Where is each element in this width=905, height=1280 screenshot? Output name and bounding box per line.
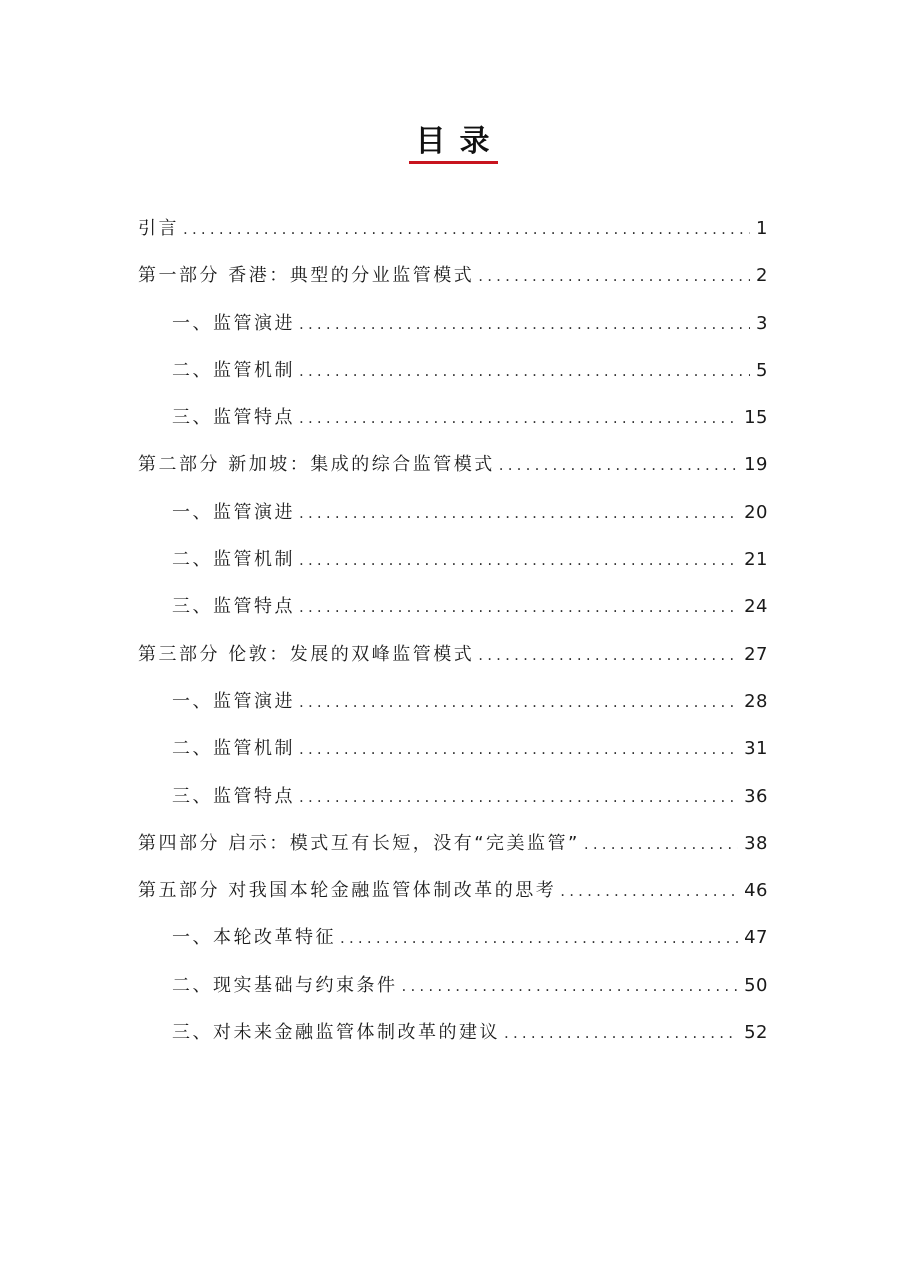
toc-subentry[interactable] (138, 968, 768, 1015)
toc-dot-leader (183, 211, 750, 247)
table-of-contents (138, 211, 768, 1062)
title-underline (409, 161, 498, 164)
toc-dot-leader (402, 968, 739, 1004)
toc-subentry[interactable] (138, 920, 768, 967)
page-title: 目录 (415, 124, 504, 159)
toc-subentry[interactable] (138, 400, 768, 447)
toc-page-number: 27 (744, 643, 768, 665)
toc-entry-label: 一、监管演进 (172, 501, 295, 523)
toc-page-number: 2 (756, 265, 768, 287)
toc-entry-label: 第一部分 香港：典型的分业监管模式 (138, 265, 475, 287)
toc-dot-leader (478, 258, 750, 294)
toc-entry[interactable] (138, 447, 768, 494)
toc-dot-leader (299, 495, 738, 531)
toc-dot-leader (299, 589, 738, 625)
toc-page-number: 24 (744, 596, 768, 618)
toc-dot-leader (584, 826, 738, 862)
toc-dot-leader (299, 684, 738, 720)
toc-dot-leader (478, 637, 738, 673)
toc-dot-leader (560, 873, 738, 909)
toc-dot-leader (299, 779, 738, 815)
toc-subentry[interactable] (138, 1015, 768, 1062)
toc-subentry[interactable] (138, 353, 768, 400)
toc-entry-label: 三、对未来金融监管体制改革的建议 (172, 1022, 500, 1044)
toc-entry-label: 第四部分 启示：模式互有长短，没有“完美监管” (138, 832, 580, 854)
toc-entry-label: 第二部分 新加坡：集成的综合监管模式 (138, 454, 495, 476)
toc-page-number: 31 (744, 738, 768, 760)
toc-dot-leader (340, 920, 738, 956)
toc-entry-label: 第五部分 对我国本轮金融监管体制改革的思考 (138, 880, 557, 902)
toc-page-number: 28 (744, 690, 768, 712)
toc-entry-label: 一、监管演进 (172, 690, 295, 712)
toc-subentry[interactable] (138, 684, 768, 731)
toc-dot-leader (499, 447, 738, 483)
toc-entry-label: 二、监管机制 (172, 359, 295, 381)
toc-entry-label: 三、监管特点 (172, 785, 295, 807)
toc-entry[interactable] (138, 826, 768, 873)
title-container (0, 122, 905, 162)
toc-entry[interactable] (138, 211, 768, 258)
toc-page-number: 15 (744, 407, 768, 429)
toc-entry[interactable] (138, 258, 768, 305)
toc-entry-label: 第三部分 伦敦：发展的双峰监管模式 (138, 643, 475, 665)
toc-entry-label: 三、监管特点 (172, 407, 295, 429)
toc-dot-leader (299, 542, 738, 578)
toc-page-number: 19 (744, 454, 768, 476)
toc-dot-leader (504, 1015, 738, 1051)
toc-subentry[interactable] (138, 731, 768, 778)
toc-entry-label: 二、监管机制 (172, 549, 295, 571)
toc-entry-label: 引言 (138, 218, 179, 239)
toc-dot-leader (299, 306, 750, 342)
toc-page-number: 52 (744, 1022, 768, 1044)
toc-entry-label: 一、本轮改革特征 (172, 927, 336, 949)
toc-entry[interactable] (138, 873, 768, 920)
toc-entry-label: 一、监管演进 (172, 312, 295, 334)
toc-entry[interactable] (138, 637, 768, 684)
toc-page-number: 20 (744, 501, 768, 523)
toc-page-number: 36 (744, 785, 768, 807)
toc-subentry[interactable] (138, 589, 768, 636)
toc-page-number: 3 (756, 312, 768, 334)
toc-page-number: 5 (756, 359, 768, 381)
toc-page-number: 38 (744, 832, 768, 854)
toc-subentry[interactable] (138, 779, 768, 826)
toc-page-number: 50 (744, 974, 768, 996)
toc-entry-label: 二、现实基础与约束条件 (172, 974, 398, 996)
toc-page-number: 1 (756, 218, 768, 239)
toc-subentry[interactable] (138, 306, 768, 353)
toc-entry-label: 二、监管机制 (172, 738, 295, 760)
toc-page-number: 21 (744, 549, 768, 571)
toc-entry-label: 三、监管特点 (172, 596, 295, 618)
toc-subentry[interactable] (138, 542, 768, 589)
toc-dot-leader (299, 731, 738, 767)
toc-dot-leader (299, 400, 738, 436)
toc-dot-leader (299, 353, 750, 389)
toc-page-number: 47 (744, 927, 768, 949)
toc-subentry[interactable] (138, 495, 768, 542)
toc-page-number: 46 (744, 880, 768, 902)
